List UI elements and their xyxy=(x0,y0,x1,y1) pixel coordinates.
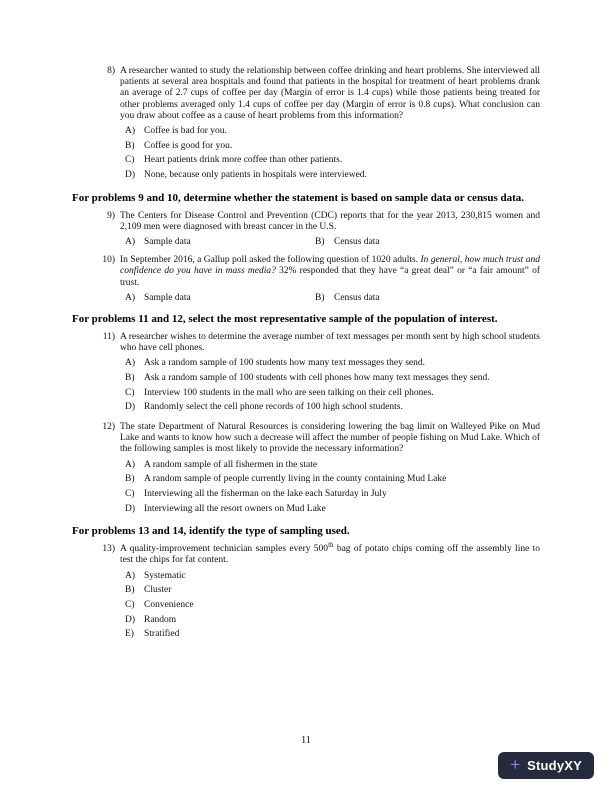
answer-options xyxy=(125,571,540,641)
option-text: Convenience xyxy=(144,599,194,610)
option-text: Cluster xyxy=(144,585,172,596)
answer-options xyxy=(125,126,540,181)
option-text: Sample data xyxy=(144,236,191,247)
problem-text xyxy=(120,540,540,566)
option-c xyxy=(125,388,540,399)
option-text: Sample data xyxy=(144,292,191,303)
option-text: A random sample of all fishermen in the state xyxy=(144,459,318,470)
problem-body xyxy=(120,422,540,518)
option-label: A) xyxy=(125,292,136,303)
option-d xyxy=(125,170,540,181)
option-label: D) xyxy=(125,402,136,413)
option-label: E) xyxy=(125,629,134,640)
brand-name: StudyXY xyxy=(527,758,582,773)
problem-body xyxy=(120,66,540,185)
option-text: Randomly select the cell phone records of 100 high school students. xyxy=(144,402,403,413)
option-label: B) xyxy=(125,474,135,485)
answer-options xyxy=(125,293,540,304)
italic-survey-question: In general, how much trust and confidence do you have in mass media? xyxy=(120,255,540,277)
option-c xyxy=(125,489,540,500)
answer-options xyxy=(125,460,540,515)
problem-text-post: 32% responded that they have “a great deal” or “a fair amount” of trust. xyxy=(120,266,541,288)
option-b xyxy=(125,373,540,384)
option-text: Census data xyxy=(334,292,380,303)
problem-text: A researcher wishes to determine the average number of text messages per month sent by high school students who have cell phones. xyxy=(120,331,540,353)
option-b xyxy=(315,293,380,304)
problem-number: 10) xyxy=(102,255,115,266)
answer-options xyxy=(125,358,540,413)
option-d xyxy=(125,504,540,515)
option-text: Interviewing all the resort owners on Mud Lake xyxy=(144,503,326,514)
option-b xyxy=(125,474,540,485)
problem-text-pre: A quality-improvement technician samples every 500 xyxy=(120,544,329,555)
option-a xyxy=(125,293,315,304)
section-heading-11-12: For problems 11 and 12, select the most representative sample of the population of interest. xyxy=(72,313,498,325)
option-label: A) xyxy=(125,358,136,369)
option-text: Random xyxy=(144,614,177,625)
option-text: Interviewing all the fisherman on the lake each Saturday in July xyxy=(144,488,387,499)
problem-text: The Centers for Disease Control and Prevention (CDC) reports that for the year 2013, 230,815 women and 2,109 men were diagnosed with breast cancer in the U.S. xyxy=(120,210,540,232)
option-text: Ask a random sample of 100 students with cell phones how many text messages they send. xyxy=(144,372,490,383)
option-b xyxy=(125,141,540,152)
problem-body xyxy=(120,332,540,417)
plus-icon: + xyxy=(510,755,521,774)
option-label: A) xyxy=(125,459,136,470)
problem-text: The state Department of Natural Resources is considering lowering the bag limit on Walleyed Pike on Mud Lake and wants to know how such a decrease will affect the number of people fishing on Mud Lake. Which of the following samples is most likely to provide the necessary information? xyxy=(120,421,540,455)
problem-8 xyxy=(102,66,540,185)
option-text: Coffee is good for you. xyxy=(144,140,233,151)
problem-number: 8) xyxy=(107,66,115,76)
option-a xyxy=(125,237,315,248)
ordinal-suffix: th xyxy=(328,540,334,549)
section-heading-9-10: For problems 9 and 10, determine whether the statement is based on sample data or census data. xyxy=(72,191,525,204)
option-label: B) xyxy=(125,585,135,596)
option-text: Ask a random sample of 100 students how many text messages they send. xyxy=(144,358,425,369)
option-label: C) xyxy=(125,387,135,398)
option-label: A) xyxy=(125,570,136,581)
problem-10 xyxy=(102,255,540,306)
option-label: C) xyxy=(125,155,135,166)
answer-options xyxy=(125,237,540,248)
option-text: Census data xyxy=(334,236,380,247)
option-label: D) xyxy=(125,170,136,181)
option-label: A) xyxy=(125,236,136,247)
problem-text-post: bag of potato chips coming off the assembly line to test the chips for fat content. xyxy=(120,544,540,566)
problem-text-pre: In September 2016, a Gallup poll asked the following question of 1020 adults. xyxy=(120,255,421,266)
option-label: B) xyxy=(125,372,135,383)
option-label: D) xyxy=(125,503,136,514)
option-e xyxy=(125,629,540,640)
option-a xyxy=(125,460,540,471)
studyxy-logo xyxy=(498,752,594,779)
page-number: 11 xyxy=(301,735,311,746)
problem-number: 13) xyxy=(102,544,115,555)
problem-11 xyxy=(102,332,540,417)
problem-number: 9) xyxy=(107,210,115,221)
option-label: B) xyxy=(125,140,135,151)
option-text: Stratified xyxy=(144,629,180,640)
option-b xyxy=(315,237,380,248)
problem-body xyxy=(120,255,540,306)
option-d xyxy=(125,615,540,626)
problem-text: A researcher wanted to study the relationship between coffee drinking and heart problems. She interviewed all patients at several area hospitals and found that patients in the hospital for treatment of heart problems drank an average of 2.7 cups of coffee per day (Margin of error is 1.4 cups) while those patients being treated for other problems averaged only 1.4 cups of coffee per day (Margin of error is 0.8 cups). What conclusion can you draw about coffee as a cause of heart problems from this information? xyxy=(120,66,540,121)
option-a xyxy=(125,126,540,137)
option-label: A) xyxy=(125,126,136,137)
option-text: A random sample of people currently living in the county containing Mud Lake xyxy=(144,474,447,485)
problem-9 xyxy=(102,211,540,251)
problem-number: 11) xyxy=(102,331,115,342)
option-label: B) xyxy=(315,292,325,303)
option-text: Systematic xyxy=(144,570,186,581)
option-b xyxy=(125,585,540,596)
problem-13 xyxy=(102,540,540,644)
option-text: Coffee is bad for you. xyxy=(144,126,227,137)
option-a xyxy=(125,571,540,582)
problem-body xyxy=(120,540,540,644)
problem-body xyxy=(120,211,540,251)
problem-number: 12) xyxy=(102,421,115,432)
option-label: C) xyxy=(125,599,135,610)
option-text: None, because only patients in hospitals were interviewed. xyxy=(144,170,367,181)
problem-text xyxy=(120,255,540,289)
section-heading-13-14: For problems 13 and 14, identify the type of sampling used. xyxy=(72,525,350,538)
option-text: Interview 100 students in the mall who are seen talking on their cell phones. xyxy=(144,387,434,398)
option-label: D) xyxy=(125,614,136,625)
option-d xyxy=(125,402,540,413)
option-a xyxy=(125,358,540,369)
option-c xyxy=(125,600,540,611)
option-c xyxy=(125,155,540,166)
option-text: Heart patients drink more coffee than other patients. xyxy=(144,155,343,166)
option-label: B) xyxy=(315,236,325,247)
problem-12 xyxy=(102,422,540,518)
option-label: C) xyxy=(125,488,135,499)
